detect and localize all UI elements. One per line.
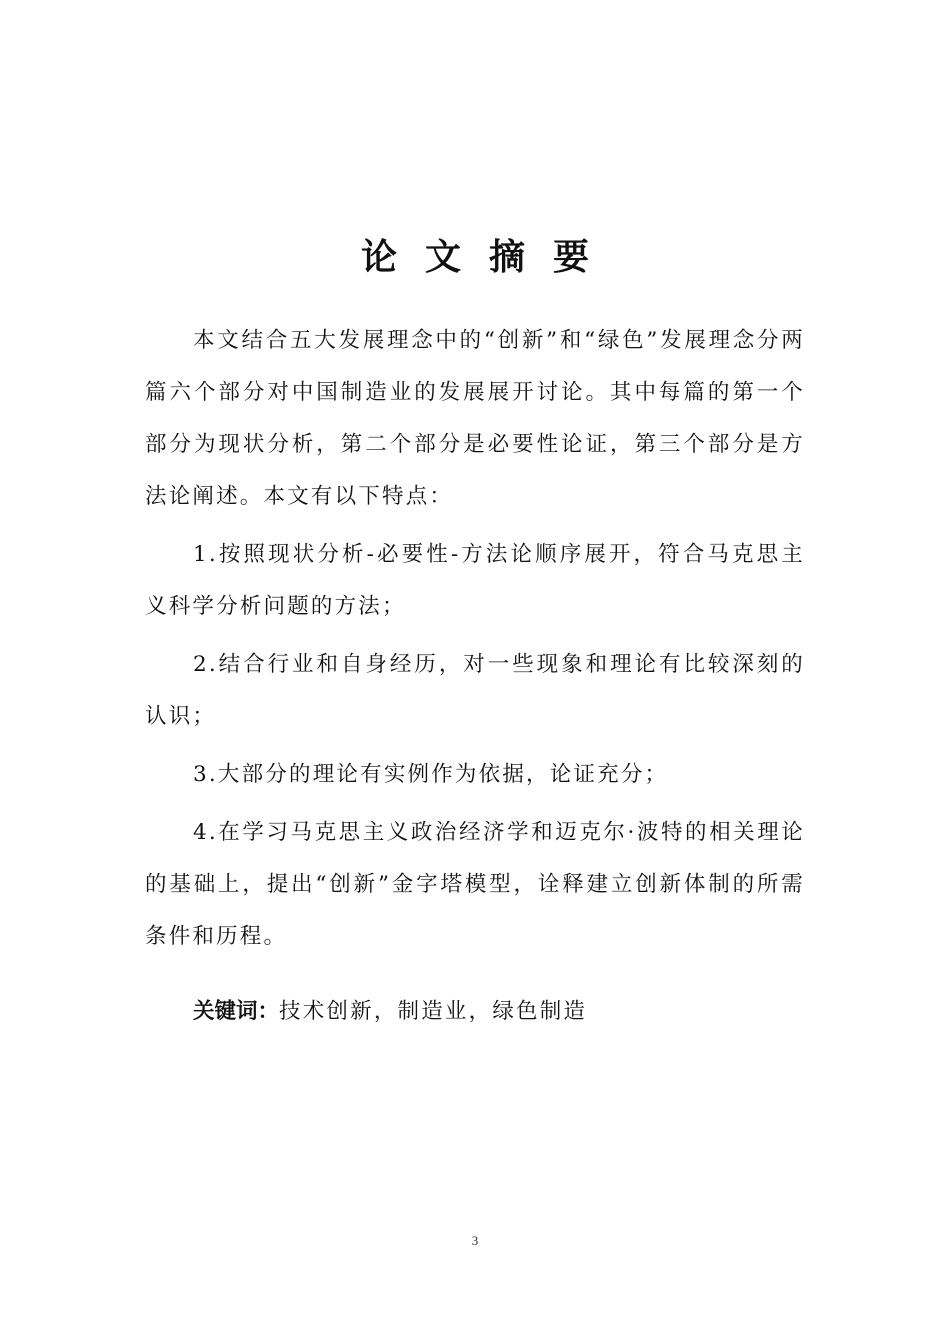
abstract-body bbox=[145, 315, 805, 969]
abstract-intro-paragraph: 本文结合五大发展理念中的“创新”和“绿色”发展理念分两篇六个部分对中国制造业的发展展开讨论。其中每篇的第一个部分为现状分析，第二个部分是必要性论证，第三个部分是方法论阐述。本文有以下特点： bbox=[145, 328, 805, 509]
feature-item-4: 4.在学习马克思主义政治经济学和迈克尔·波特的相关理论的基础上，提出“创新”金字塔模型，诠释建立创新体制的所需条件和历程。 bbox=[145, 820, 805, 949]
feature-item-3: 3.大部分的理论有实例作为依据，论证充分； bbox=[193, 762, 669, 787]
page-number: 3 bbox=[471, 1233, 479, 1248]
feature-item-1: 1.按照现状分析-必要性-方法论顺序展开，符合马克思主义科学分析问题的方法； bbox=[145, 542, 805, 619]
keywords-line bbox=[193, 990, 587, 1034]
page-title: 论文摘要 bbox=[360, 237, 617, 278]
keywords-label: 关键词： bbox=[193, 999, 280, 1024]
keywords-value: 技术创新，制造业，绿色制造 bbox=[279, 999, 588, 1024]
feature-item-2: 2.结合行业和自身经历，对一些现象和理论有比较深刻的认识； bbox=[145, 652, 805, 729]
